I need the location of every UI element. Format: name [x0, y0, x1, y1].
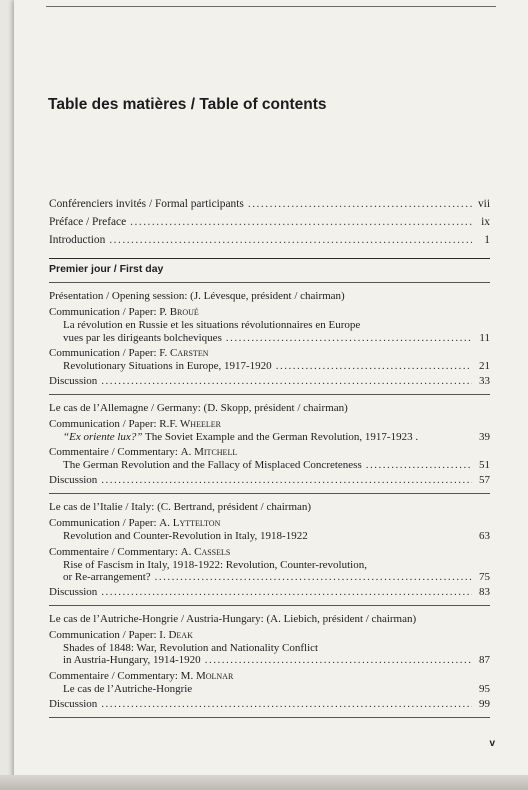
leader-dots	[101, 375, 472, 388]
section-title: Le cas de l’Autriche-Hongrie / Austria-Hungary: (A. Liebich, président / chairman)	[49, 612, 417, 625]
italic-title: “Ex oriente lux?”	[63, 430, 143, 443]
author-name: R.F. Wheeler	[159, 417, 221, 430]
page-number: ix	[481, 216, 490, 228]
entry-title-line: Shades of 1848: War, Revolution and Nationality Conflict	[63, 641, 319, 654]
toc-entry-discussion[interactable]	[49, 698, 490, 711]
page-number: 99	[479, 697, 490, 710]
page-number: 21	[479, 360, 490, 373]
toc-entry[interactable]	[49, 446, 490, 472]
author-name: A. Mitchell	[180, 446, 238, 459]
leader-dots	[130, 216, 472, 228]
toc-entry[interactable]	[49, 306, 490, 344]
toc-entry-discussion[interactable]	[49, 474, 490, 487]
toc-section-italy	[49, 494, 490, 599]
toc-entry-discussion[interactable]	[49, 586, 490, 599]
section-title: Présentation / Opening session: (J. Lévesque, président / chairman)	[49, 290, 345, 302]
toc-entry[interactable]	[49, 517, 490, 543]
leader-dots	[226, 332, 472, 345]
page-number: 83	[479, 585, 490, 598]
author-name: A. Cassels	[180, 545, 231, 558]
section-title: Le cas de l’Allemagne / Germany: (D. Skopp, président / chairman)	[49, 401, 348, 414]
entry-title-line: “Ex oriente lux?” The Soviet Example and the German Revolution, 1917-1923 .	[63, 430, 419, 443]
toc-entry-introduction[interactable]	[49, 234, 490, 252]
entry-role: Commentaire / Commentary: A. Mitchell	[49, 446, 238, 459]
toc-entry-label: Introduction	[49, 234, 106, 246]
front-matter-list	[49, 198, 490, 252]
leader-dots	[205, 654, 472, 667]
entry-role: Communication / Paper: R.F. Wheeler	[49, 417, 221, 430]
page-number: 11	[479, 331, 490, 344]
toc-entry-preface[interactable]	[49, 216, 490, 234]
toc-entry-participants[interactable]	[49, 198, 490, 216]
discussion-label: Discussion	[49, 374, 98, 387]
toc-entry-discussion[interactable]	[49, 375, 490, 388]
author-name: I. Deak	[159, 628, 193, 641]
toc-entry[interactable]	[49, 347, 490, 373]
entry-role: Commentaire / Commentary: M. Molnar	[49, 669, 234, 682]
entry-title-line: vues par les dirigeants bolcheviques	[63, 331, 222, 344]
leader-dots	[101, 698, 472, 711]
page-folio: v	[489, 738, 495, 749]
entry-title-line: Le cas de l’Autriche-Hongrie	[63, 682, 193, 695]
leader-dots	[366, 459, 472, 472]
toc-entry[interactable]	[49, 670, 490, 696]
entry-title-line: La révolution en Russie et les situations révolutionnaires en Europe	[63, 319, 361, 331]
toc-entry-label: Conférenciers invités / Formal participants	[49, 198, 244, 210]
author-name: F. Carsten	[159, 347, 209, 360]
page-number: 39	[479, 430, 490, 443]
leader-dots	[109, 234, 472, 246]
toc-entry[interactable]	[49, 629, 490, 667]
entry-role: Communication / Paper: P. Broué	[49, 306, 199, 318]
toc-section-germany	[49, 395, 490, 487]
entry-role: Commentaire / Commentary: A. Cassels	[49, 545, 231, 558]
entry-title-line: Revolution and Counter-Revolution in Italy, 1918-1922	[63, 529, 308, 542]
page-number: 95	[479, 682, 490, 695]
entry-title-line: in Austria-Hungary, 1914-1920	[63, 654, 201, 667]
author-name: P. Broué	[159, 306, 199, 318]
page-number: vii	[477, 198, 490, 210]
page-number: 1	[484, 234, 490, 246]
page-number: 87	[479, 654, 490, 667]
section-title: Le cas de l’Italie / Italy: (C. Bertrand, président / chairman)	[49, 500, 312, 513]
entry-title-line: or Re-arrangement?	[63, 571, 151, 584]
page-number: 51	[479, 459, 490, 472]
toc-entry[interactable]	[49, 418, 490, 444]
page-title: Table des matières / Table of contents	[48, 96, 327, 113]
entry-title-line: Revolutionary Situations in Europe, 1917-1920	[63, 360, 272, 373]
toc-section-opening	[49, 283, 490, 388]
discussion-label: Discussion	[49, 697, 98, 710]
author-name: M. Molnar	[180, 669, 234, 682]
page-number: 57	[479, 473, 490, 486]
top-rule	[46, 6, 496, 7]
author-name: A. Lyttelton	[159, 516, 221, 529]
leader-dots	[248, 198, 472, 210]
leader-dots	[101, 586, 472, 599]
entry-title-line: The German Revolution and the Fallacy of Misplaced Concreteness	[63, 459, 362, 472]
toc-section-austria-hungary	[49, 606, 490, 711]
leader-dots	[276, 360, 472, 373]
entry-role: Communication / Paper: F. Carsten	[49, 347, 209, 360]
discussion-label: Discussion	[49, 473, 98, 486]
entry-role: Communication / Paper: A. Lyttelton	[49, 516, 221, 529]
entry-title-line: Rise of Fascism in Italy, 1918-1922: Revolution, Counter-revolution,	[63, 558, 367, 571]
entry-role: Communication / Paper: I. Deak	[49, 628, 193, 641]
leader-dots	[155, 571, 472, 584]
page-number: 63	[479, 529, 490, 542]
toc-content	[49, 258, 490, 718]
page-number: 75	[479, 571, 490, 584]
page-number: 33	[479, 374, 490, 387]
section-rule	[49, 717, 490, 718]
leader-dots	[101, 474, 472, 487]
day-header: Premier jour / First day	[49, 263, 164, 275]
toc-entry[interactable]	[49, 546, 490, 584]
toc-entry-label: Préface / Preface	[49, 216, 127, 228]
discussion-label: Discussion	[49, 585, 98, 598]
page-edge-shadow	[0, 775, 528, 790]
